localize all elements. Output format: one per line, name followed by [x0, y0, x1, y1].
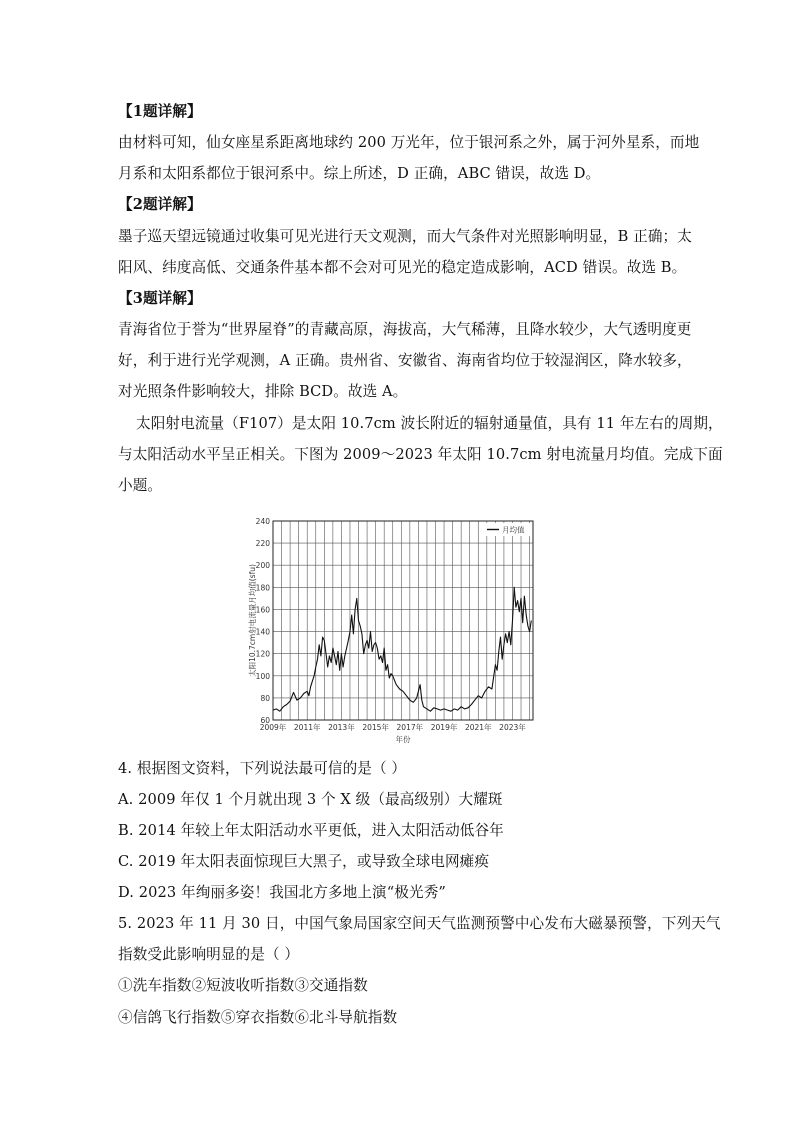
section-3-text-line-1: 青海省位于誉为“世界屋脊”的青藏高原，海拔高，大气稀薄，且降水较少，大气透明度更 — [118, 321, 692, 338]
section-2-text-line-2: 阳风、纬度高低、交通条件基本都不会对可见光的稳定造成影响，ACD 错误。故选 B。 — [118, 259, 687, 276]
section-1-text-line-1: 由材料可知，仙女座星系距离地球约 200 万光年，位于银河系之外，属于河外星系，而地 — [118, 134, 700, 151]
legend-label: 月均值 — [502, 525, 525, 535]
section-3-text-line-2: 好，利于进行光学观测，A 正确。贵州省、安徽省、海南省均位于较湿润区，降水较多， — [118, 352, 692, 369]
section-1-heading: 【1题详解】 — [118, 103, 202, 120]
intro-text-line-2: 与太阳活动水平呈正相关。下图为 2009～2023 年太阳 10.7cm 射电流量月均值。完成下面 — [118, 446, 723, 463]
x-tick-label: 2017年 — [396, 723, 424, 732]
solar-flux-chart — [247, 512, 547, 747]
x-tick-label: 2013年 — [328, 723, 355, 732]
y-tick-label: 60 — [260, 716, 270, 725]
question-4-option-b: B. 2014 年较上年太阳活动水平更低，进入太阳活动低谷年 — [118, 822, 504, 839]
question-5-stem-line-1: 5. 2023 年 11 月 30 日，中国气象局国家空间天气监测预警中心发布大磁暴预警，下列天气 — [118, 915, 721, 932]
question-4-stem: 4. 根据图文资料，下列说法最可信的是（ ） — [118, 760, 407, 777]
question-5-options-line-2: ④信鸽飞行指数⑤穿衣指数⑥北斗导航指数 — [118, 1009, 398, 1026]
intro-text-line-1: 太阳射电流量（F107）是太阳 10.7cm 波长附近的辐射通量值，具有 11 年左右的周期， — [136, 415, 723, 432]
x-tick-label: 2023年 — [499, 723, 526, 732]
question-4-option-d: D. 2023 年绚丽多姿！我国北方多地上演“极光秀” — [118, 884, 446, 901]
y-tick-label: 220 — [255, 539, 270, 549]
x-tick-label: 2011年 — [293, 723, 321, 732]
section-2-text-line-1: 墨子巡天望远镜通过收集可见光进行天文观测，而大气条件对光照影响明显，B 正确；太 — [118, 228, 692, 245]
section-1-text-line-2: 月系和太阳系都位于银河系中。综上所述，D 正确，ABC 错误，故选 D。 — [118, 165, 601, 182]
y-tick-label: 100 — [255, 671, 270, 681]
y-tick-label: 120 — [255, 649, 270, 659]
y-tick-label: 240 — [255, 517, 270, 526]
x-axis-label: 年份 — [395, 735, 411, 744]
x-tick-label: 2015年 — [362, 723, 389, 732]
question-5-options-line-1: ①洗车指数②短波收听指数③交通指数 — [118, 977, 368, 994]
y-tick-label: 80 — [260, 693, 270, 703]
series-line-月均值 — [273, 587, 531, 711]
x-tick-label: 2019年 — [430, 723, 458, 732]
y-tick-label: 140 — [255, 627, 270, 637]
question-5-stem-line-2: 指数受此影响明显的是（ ） — [118, 946, 300, 963]
section-2-heading: 【2题详解】 — [118, 196, 202, 213]
x-tick-label: 2009年 — [259, 723, 287, 732]
y-axis-label: 太阳10.7cm射电流量月均值(sfu) — [248, 564, 257, 677]
x-tick-label: 2021年 — [464, 723, 492, 732]
plot-frame — [273, 521, 533, 720]
y-tick-label: 200 — [255, 561, 270, 571]
question-4-option-a: A. 2009 年仅 1 个月就出现 3 个 X 级（最高级别）大耀斑 — [118, 791, 503, 808]
section-3-heading: 【3题详解】 — [118, 290, 202, 307]
y-tick-label: 180 — [255, 583, 270, 593]
y-tick-label: 160 — [255, 605, 270, 615]
question-4-option-c: C. 2019 年太阳表面惊现巨大黑子，或导致全球电网瘫痪 — [118, 853, 490, 870]
intro-text-line-3: 小题。 — [118, 477, 163, 494]
section-3-text-line-3: 对光照条件影响较大，排除 BCD。故选 A。 — [118, 383, 408, 400]
